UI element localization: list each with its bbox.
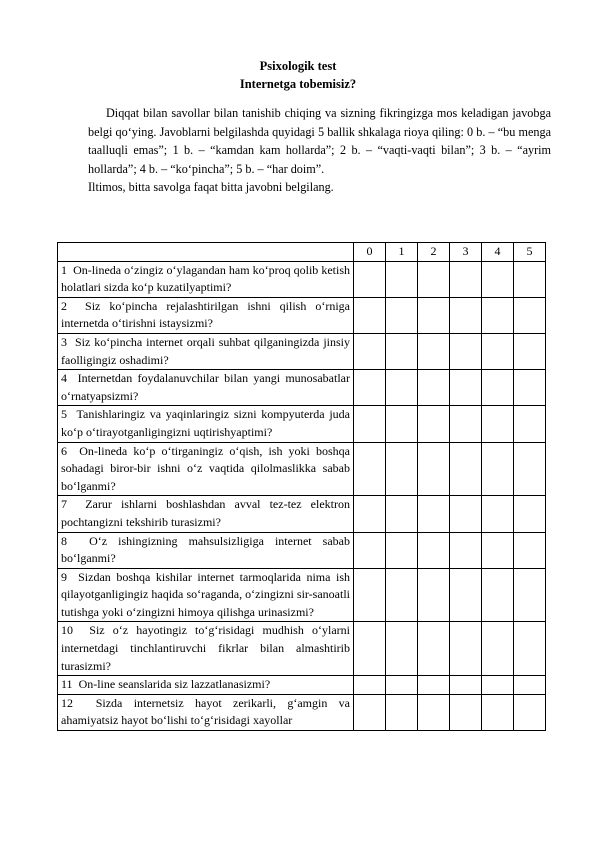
question-text: Sizdan boshqa kishilar internet tarmoqlarida nima ish qilayotganligingiz haqida so‘raganda, o‘zingizni sir-sanoatli tutishga yoki o‘zingizni himoya qilishga urinasizmi?: [61, 569, 351, 619]
answer-cell-2[interactable]: [418, 442, 450, 496]
answer-cell-0[interactable]: [354, 333, 386, 369]
answer-cell-1[interactable]: [386, 442, 418, 496]
answer-cell-5[interactable]: [514, 694, 546, 730]
answer-cell-0[interactable]: [354, 532, 386, 568]
question-text: Zarur ishlarni boshlashdan avval tez-tez elektron pochtangizni tekshirib turasizmi?: [61, 497, 350, 529]
answer-cell-1[interactable]: [386, 694, 418, 730]
scale-header-row: [58, 243, 546, 262]
answer-cell-4[interactable]: [482, 496, 514, 532]
answer-cell-4[interactable]: [482, 333, 514, 369]
scale-header-4: 4: [482, 243, 514, 262]
answer-cell-3[interactable]: [450, 442, 482, 496]
question-row: [58, 261, 546, 297]
answer-cell-4[interactable]: [482, 406, 514, 442]
answer-cell-2[interactable]: [418, 261, 450, 297]
question-cell: [58, 568, 354, 622]
question-text: Siz ko‘pincha internet orqali suhbat qilganingizda jinsiy faolligingiz oshadimi?: [61, 334, 350, 367]
question-text: Siz o‘z hayotingiz to‘g‘risidagi mudhish o‘ylarni internetdagi tinchlantiruvchi fikrlar bilan almashtirib turasizmi?: [61, 623, 350, 673]
answer-cell-2[interactable]: [418, 568, 450, 622]
answer-cell-0[interactable]: [354, 568, 386, 622]
answer-cell-1[interactable]: [386, 261, 418, 297]
question-cell: [58, 622, 354, 676]
answer-cell-0[interactable]: [354, 261, 386, 297]
answer-cell-1[interactable]: [386, 370, 418, 406]
answer-cell-2[interactable]: [418, 297, 450, 333]
question-cell: [58, 297, 354, 333]
answer-cell-0[interactable]: [354, 297, 386, 333]
scale-header-3: 3: [450, 243, 482, 262]
question-row: [58, 532, 546, 568]
question-row: [58, 297, 546, 333]
question-cell: [58, 370, 354, 406]
question-text: Tanishlaringiz va yaqinlaringiz sizni kompyuterda juda ko‘p o‘tirayotganligingizni uqtirishyaptimi?: [61, 407, 350, 439]
answer-cell-0[interactable]: [354, 676, 386, 695]
answer-cell-3[interactable]: [450, 568, 482, 622]
scale-header-5: 5: [514, 243, 546, 262]
answer-cell-2[interactable]: [418, 676, 450, 695]
answer-cell-2[interactable]: [418, 532, 450, 568]
answer-cell-1[interactable]: [386, 568, 418, 622]
answer-cell-3[interactable]: [450, 406, 482, 442]
question-number: 6: [61, 443, 67, 458]
answer-cell-1[interactable]: [386, 496, 418, 532]
question-cell: [58, 676, 354, 695]
instructions: [88, 104, 551, 197]
question-row: [58, 406, 546, 442]
instructions-paragraph: Diqqat bilan savollar bilan tanishib chiqing va sizning fikringizga mos keladigan javobga belgi qo‘ying. Javoblarni belgilashda quyidagi 5 ballik shkalaga rioya qiling: 0 b. – “bu menga taalluqli emas”; 1 b. – “kamdan kam hollarda”; 2 b. – “vaqti-vaqti bilan”; 3 b. – “ayrim hollarda”; 4 b. – “ko‘pincha”; 5 b. – “har doim”.: [88, 106, 551, 176]
answer-cell-1[interactable]: [386, 333, 418, 369]
answer-cell-1[interactable]: [386, 406, 418, 442]
answer-cell-2[interactable]: [418, 406, 450, 442]
question-row: [58, 568, 546, 622]
answer-cell-0[interactable]: [354, 694, 386, 730]
answer-cell-2[interactable]: [418, 694, 450, 730]
question-text: Siz ko‘pincha rejalashtirilgan ishni qilish o‘rniga internetda o‘tirishni istaysizmi?: [61, 298, 350, 331]
answer-cell-0[interactable]: [354, 622, 386, 676]
question-number: 5: [61, 407, 67, 422]
instructions-note: Iltimos, bitta savolga faqat bitta javobni belgilang.: [88, 180, 334, 195]
question-number: 8: [61, 533, 67, 548]
answer-cell-5[interactable]: [514, 622, 546, 676]
question-row: [58, 694, 546, 730]
answer-cell-4[interactable]: [482, 676, 514, 695]
question-row: [58, 496, 546, 532]
answer-cell-1[interactable]: [386, 532, 418, 568]
question-number: 7: [61, 497, 67, 512]
scale-header-0: 0: [354, 243, 386, 262]
question-row: [58, 333, 546, 369]
question-number: 11: [61, 677, 73, 692]
answer-cell-4[interactable]: [482, 568, 514, 622]
answer-cell-3[interactable]: [450, 261, 482, 297]
question-number: 4: [61, 371, 67, 386]
document-title: Psixologik test: [259, 59, 337, 73]
answer-cell-3[interactable]: [450, 370, 482, 406]
question-text: On-lineda o‘zingiz o‘ylagandan ham ko‘proq qolib ketish holatlari sizda ko‘p kuzatilyaptimi?: [61, 262, 351, 295]
question-row: [58, 622, 546, 676]
question-cell: [58, 406, 354, 442]
answer-cell-0[interactable]: [354, 442, 386, 496]
question-cell: [58, 261, 354, 297]
answer-cell-2[interactable]: [418, 496, 450, 532]
answer-cell-5[interactable]: [514, 370, 546, 406]
question-number: 10: [61, 623, 73, 638]
answer-cell-5[interactable]: [514, 676, 546, 695]
answer-cell-4[interactable]: [482, 622, 514, 676]
answer-cell-3[interactable]: [450, 676, 482, 695]
answer-cell-3[interactable]: [450, 496, 482, 532]
scale-header-2: 2: [418, 243, 450, 262]
question-header-cell: [58, 243, 354, 262]
question-row: [58, 370, 546, 406]
answer-cell-4[interactable]: [482, 694, 514, 730]
answer-cell-5[interactable]: [514, 532, 546, 568]
questionnaire-table: [57, 242, 546, 731]
question-cell: [58, 694, 354, 730]
answer-cell-3[interactable]: [450, 694, 482, 730]
answer-cell-4[interactable]: [482, 261, 514, 297]
question-number: 12: [61, 695, 73, 710]
question-cell: [58, 496, 354, 532]
answer-cell-5[interactable]: [514, 333, 546, 369]
scale-header-1: 1: [386, 243, 418, 262]
answer-cell-4[interactable]: [482, 532, 514, 568]
question-cell: [58, 442, 354, 496]
question-number: 1: [61, 262, 67, 277]
question-row: [58, 442, 546, 496]
answer-cell-0[interactable]: [354, 406, 386, 442]
answer-cell-1[interactable]: [386, 676, 418, 695]
question-cell: [58, 532, 354, 568]
answer-cell-5[interactable]: [514, 261, 546, 297]
answer-cell-2[interactable]: [418, 370, 450, 406]
answer-cell-2[interactable]: [418, 622, 450, 676]
answer-cell-5[interactable]: [514, 297, 546, 333]
answer-cell-3[interactable]: [450, 532, 482, 568]
answer-cell-5[interactable]: [514, 406, 546, 442]
answer-cell-0[interactable]: [354, 496, 386, 532]
answer-cell-3[interactable]: [450, 622, 482, 676]
answer-cell-4[interactable]: [482, 370, 514, 406]
answer-cell-5[interactable]: [514, 442, 546, 496]
answer-cell-2[interactable]: [418, 333, 450, 369]
answer-cell-1[interactable]: [386, 297, 418, 333]
answer-cell-4[interactable]: [482, 442, 514, 496]
question-text: On-line seanslarida siz lazzatlanasizmi?: [78, 677, 271, 692]
document-subtitle: Internetga tobemisiz?: [239, 77, 357, 91]
question-number: 3: [61, 334, 67, 349]
answer-cell-3[interactable]: [450, 297, 482, 333]
question-row: [58, 676, 546, 695]
answer-cell-4[interactable]: [482, 297, 514, 333]
question-text: Internetdan foydalanuvchilar bilan yangi munosabatlar o‘rnatyapsizmi?: [61, 371, 350, 403]
answer-cell-1[interactable]: [386, 622, 418, 676]
question-cell: [58, 333, 354, 369]
answer-cell-5[interactable]: [514, 496, 546, 532]
question-number: 2: [61, 298, 67, 313]
answer-cell-3[interactable]: [450, 333, 482, 369]
question-text: O‘z ishingizning mahsulsizligiga internet sabab bo‘lganmi?: [61, 533, 350, 566]
question-text: On-lineda ko‘p o‘tirganingiz o‘qish, ish yoki boshqa sohadagi biror-bir ishni o‘z vaqtida qilolmaslikka sabab bo‘lganmi?: [61, 443, 351, 493]
question-number: 9: [61, 569, 67, 584]
answer-cell-0[interactable]: [354, 370, 386, 406]
question-text: Sizda internetsiz hayot zerikarli, g‘amgin va ahamiyatsiz hayot bo‘lishi to‘g‘risidagi xayollar: [61, 695, 350, 728]
answer-cell-5[interactable]: [514, 568, 546, 622]
